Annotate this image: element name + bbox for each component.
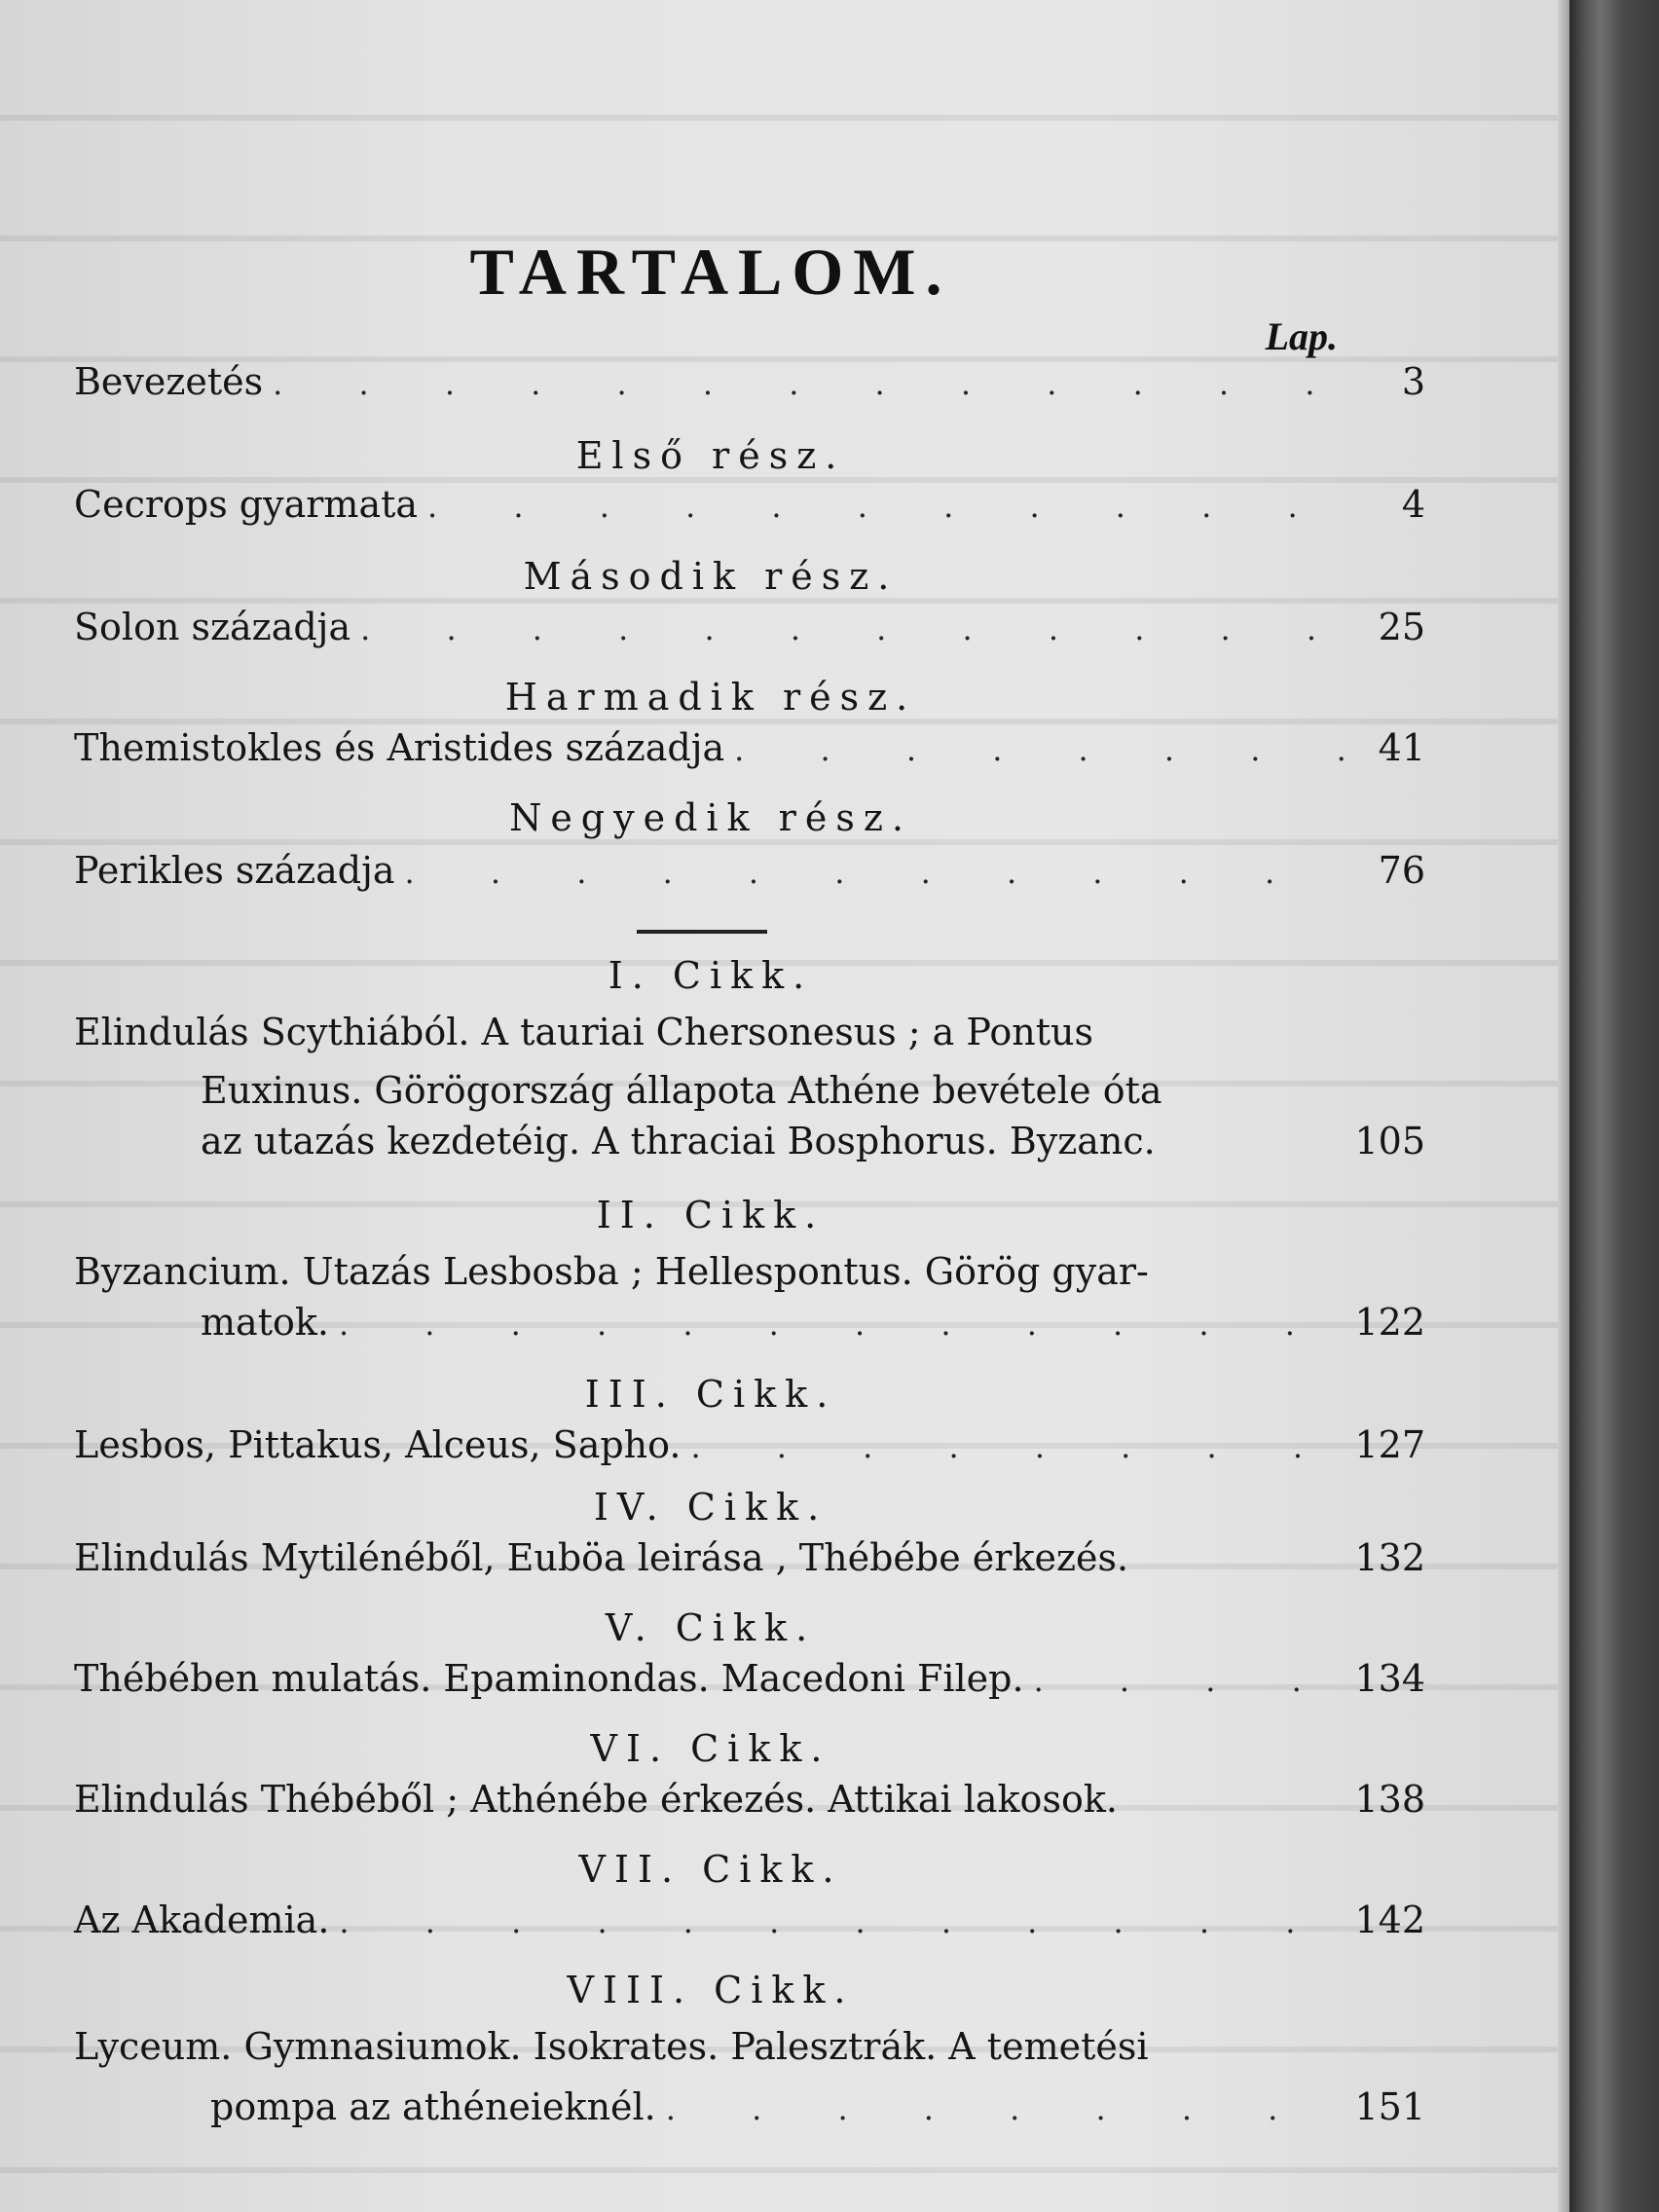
toc-entry-title: pompa az athéneieknél. [210, 2085, 656, 2128]
page-title: TARTALOM. [469, 235, 952, 309]
toc-entry-title: Elindulás Thébéből ; Athénébe érkezés. Attikai lakosok. [74, 1778, 1118, 1821]
article-heading: V. Cikk. [605, 1606, 817, 1649]
section-divider [637, 930, 767, 934]
toc-entry [210, 2085, 1425, 2144]
toc-entry-page: 127 [1354, 1423, 1425, 1466]
page-column-label: Lap. [1265, 314, 1338, 358]
toc-entry [74, 483, 1425, 541]
article-heading: III. Cikk. [584, 1373, 837, 1416]
article-heading: II. Cikk. [596, 1194, 826, 1236]
toc-entry [201, 1120, 1425, 1178]
leader-dots [339, 1903, 1345, 1940]
toc-entry-title: az utazás kezdetéig. A thraciai Bosphorus. Byzanc. [201, 1120, 1156, 1162]
toc-entry [74, 1423, 1425, 1482]
leader-dots [690, 1428, 1345, 1465]
leader-dots [1034, 1662, 1346, 1699]
toc-entry [74, 606, 1425, 664]
leader-dots [427, 488, 1347, 525]
article-heading: VII. Cikk. [578, 1848, 843, 1891]
toc-entry-title: Thébében mulatás. Epaminondas. Macedoni Filep. [74, 1657, 1024, 1700]
article-line: Lyceum. Gymnasiumok. Isokrates. Palesztrák. A temetési [74, 2025, 1149, 2068]
leader-dots [405, 854, 1347, 891]
toc-entry-title: Cecrops gyarmata [74, 483, 419, 526]
toc-entry [74, 726, 1425, 785]
toc-entry-page: 105 [1354, 1120, 1425, 1162]
article-line: Byzancium. Utazás Lesbosba ; Hellespontus. Görög gyar- [74, 1250, 1149, 1293]
leader-dots [734, 731, 1347, 768]
toc-entry-title: Lesbos, Pittakus, Alceus, Sapho. [74, 1423, 682, 1466]
toc-entry-page: 25 [1378, 606, 1425, 648]
leader-dots [666, 2090, 1346, 2127]
toc-entry-title: Themistokles és Aristides századja [74, 726, 725, 769]
article-heading: IV. Cikk. [593, 1486, 829, 1529]
toc-entry-title: Perikles századja [74, 849, 395, 892]
article-heading: I. Cikk. [608, 954, 814, 997]
article-description [74, 1242, 1223, 1301]
part-heading: Harmadik rész. [504, 676, 917, 719]
leader-dots [273, 365, 1347, 402]
toc-entry-page: 138 [1354, 1778, 1425, 1821]
part-heading: Első rész. [575, 434, 846, 477]
toc-entry [74, 1899, 1425, 1957]
leader-dots [360, 610, 1347, 647]
article-description [74, 1003, 1223, 1120]
toc-entry-title: Bevezetés [74, 360, 264, 403]
toc-entry-title: Elindulás Mytilénéből, Euböa leirása , Thébébe érkezés. [74, 1536, 1129, 1579]
toc-entry [201, 1301, 1425, 1359]
article-line: Elindulás Scythiából. A tauriai Chersonesus ; a Pontus [74, 1011, 1094, 1053]
article-heading: VI. Cikk. [590, 1727, 831, 1770]
toc-entry-title: matok. [201, 1301, 329, 1344]
book-spine [1569, 0, 1659, 2212]
toc-entry-page: 4 [1401, 483, 1425, 526]
toc-entry-page: 41 [1378, 726, 1425, 769]
article-description [74, 2017, 1223, 2076]
toc-entry-page: 134 [1354, 1657, 1425, 1700]
toc-entry-title: Az Akademia. [74, 1899, 330, 1941]
toc-entry-page: 132 [1354, 1536, 1425, 1579]
toc-entry [74, 1778, 1425, 1836]
article-heading: VIII. Cikk. [567, 1969, 855, 2011]
toc-entry [74, 849, 1425, 907]
toc-entry-page: 142 [1354, 1899, 1425, 1941]
part-heading: Második rész. [523, 555, 899, 598]
leader-dots [339, 1306, 1346, 1343]
article-line: Euxinus. Görögország állapota Athéne bevétele óta [201, 1069, 1162, 1112]
toc-entry-title: Solon századja [74, 606, 351, 648]
toc-entry-page: 122 [1354, 1301, 1425, 1344]
toc-entry [74, 1657, 1425, 1715]
toc-entry-page: 3 [1401, 360, 1425, 403]
toc-entry-page: 151 [1354, 2085, 1425, 2128]
toc-entry-page: 76 [1378, 849, 1425, 892]
part-heading: Negyedik rész. [509, 796, 912, 839]
toc-entry [74, 1536, 1425, 1595]
toc-entry [74, 360, 1425, 419]
